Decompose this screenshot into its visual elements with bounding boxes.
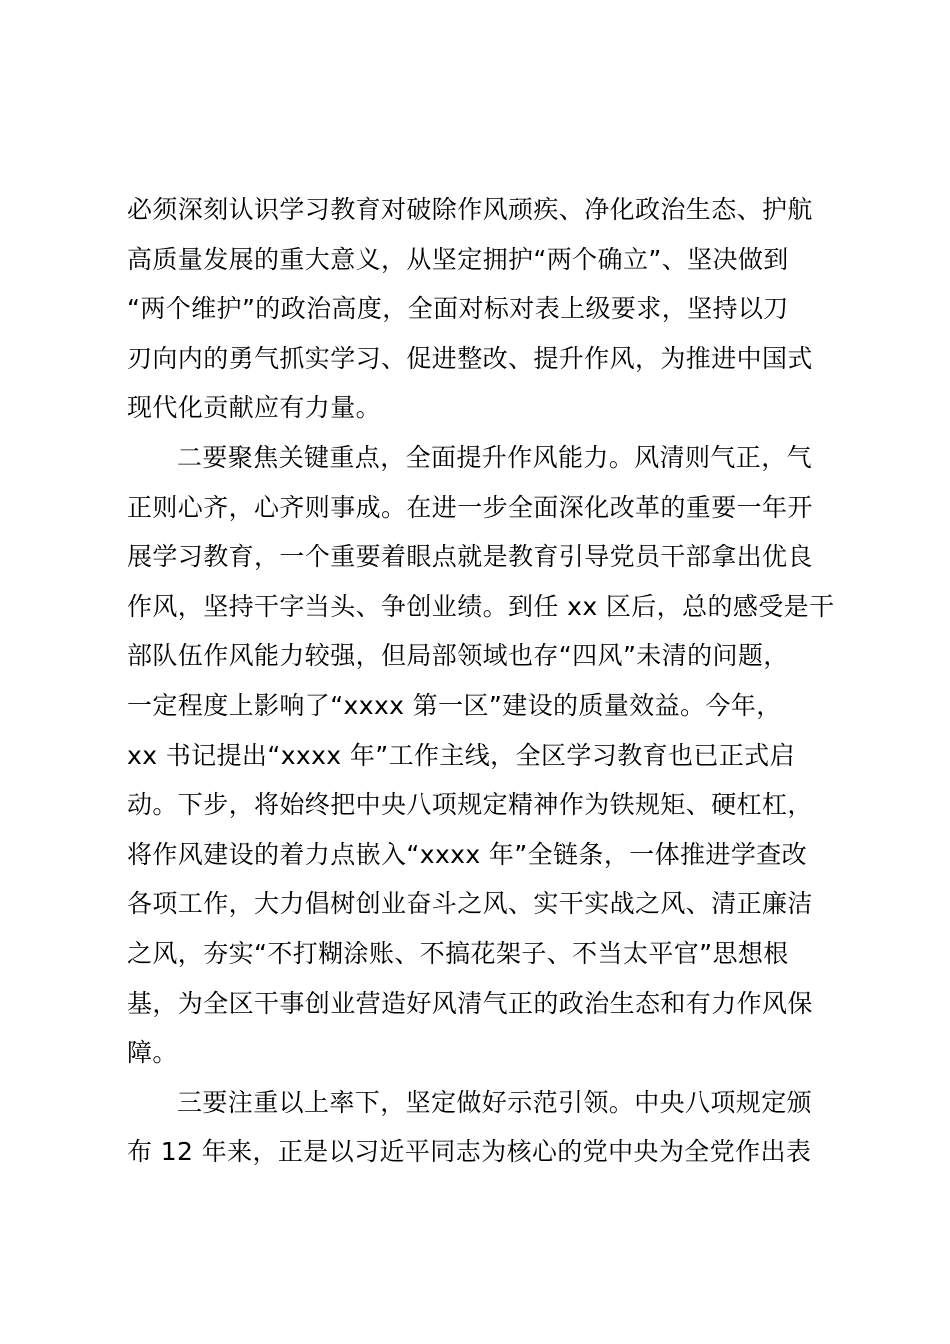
paragraph-line: 基，为全区干事创业营造好风清气正的政治生态和有力作风保 — [127, 988, 813, 1018]
paragraph-line: 三要注重以上率下，坚定做好示范引领。中央八项规定颁 — [177, 1087, 813, 1117]
paragraph-line: 二要聚焦关键重点，全面提升作风能力。风清则气正，气 — [177, 442, 813, 472]
paragraph-line: 障。 — [127, 1038, 178, 1068]
paragraph-line: 正则心齐，心齐则事成。在进一步全面深化改革的重要一年开 — [127, 492, 813, 522]
paragraph-line: 各项工作，大力倡树创业奋斗之风、实干实战之风、清正廉洁 — [127, 889, 813, 919]
paragraph-line: 作风，坚持干字当头、争创业绩。到任 xx 区后，总的感受是干 — [127, 591, 835, 621]
paragraph-line: 将作风建设的着力点嵌入“xxxx 年”全链条，一体推进学查改 — [127, 839, 808, 869]
paragraph-line: 布 12 年来，正是以习近平同志为核心的党中央为全党作出表 — [127, 1137, 812, 1167]
paragraph-line: 高质量发展的重大意义，从坚定拥护“两个确立”、坚决做到 — [127, 244, 789, 274]
paragraph-3 — [127, 1078, 837, 1177]
paragraph-1 — [127, 185, 837, 433]
paragraph-line: 动。下步，将始终把中央八项规定精神作为铁规矩、硬杠杠， — [127, 790, 813, 820]
paragraph-line: 之风，夯实“不打糊涂账、不搞花架子、不当太平官”思想根 — [127, 938, 789, 968]
paragraph-line: 刃向内的勇气抓实学习、促进整改、提升作风，为推进中国式 — [127, 343, 813, 373]
document-body — [127, 185, 837, 1177]
paragraph-line: 必须深刻认识学习教育对破除作风顽疾、净化政治生态、护航 — [127, 195, 813, 224]
paragraph-line: 现代化贡献应有力量。 — [127, 393, 382, 423]
paragraph-line: 展学习教育，一个重要着眼点就是教育引导党员干部拿出优良 — [127, 542, 813, 572]
paragraph-line: “两个维护”的政治高度，全面对标对表上级要求，坚持以刀 — [127, 294, 789, 324]
paragraph-line: 部队伍作风能力较强，但局部领域也存“四风”未清的问题， — [127, 641, 789, 671]
paragraph-line: xx 书记提出“xxxx 年”工作主线，全区学习教育也已正式启 — [127, 740, 795, 770]
paragraph-line: 一定程度上影响了“xxxx 第一区”建设的质量效益。今年， — [127, 690, 782, 720]
paragraph-2 — [127, 433, 837, 1078]
